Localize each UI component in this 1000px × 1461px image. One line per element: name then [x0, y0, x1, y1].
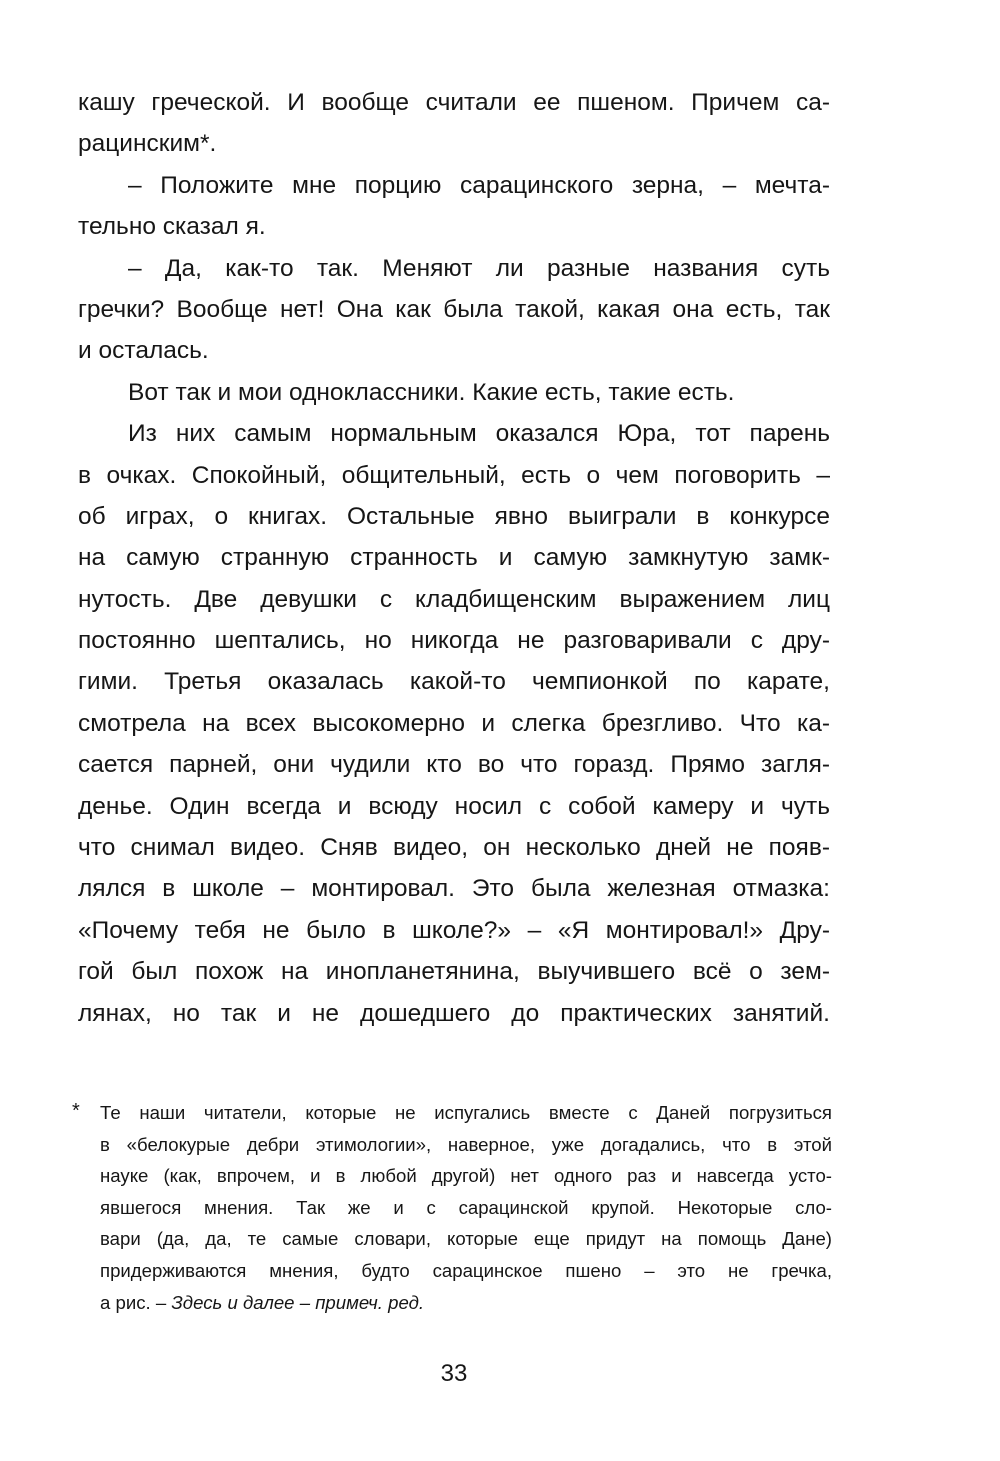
text-line: рацинским*. [78, 130, 217, 158]
footnote-line: в «белокурые дебри этимологии», наверное, уже догадались, что в этой [100, 1133, 832, 1155]
footnote-line: науке (как, впрочем, и в любой другой) нет одного раз и навсегда усто- [100, 1165, 832, 1187]
text-line: лянах, но так и не дошедшего до практических занятий. [78, 999, 830, 1027]
text-line: и осталась. [78, 337, 209, 365]
text-line: кашу греческой. И вообще считали ее пшеном. Причем са- [78, 89, 830, 116]
text-line: Из них самым нормальным оказался Юра, тот парень [128, 420, 830, 448]
footnote-line: явшегося мнения. Так же и с сарацинской крупой. Некоторые сло- [100, 1196, 832, 1218]
text-line: гой был похож на инопланетянина, выучившего всё о зем- [78, 958, 830, 986]
text-line: Вот так и мои одноклассники. Какие есть, такие есть. [128, 378, 735, 406]
text-line: – Да, как-то так. Меняют ли разные названия суть [128, 254, 830, 282]
footnote-line: вари (да, да, те самые словари, которые еще придут на помощь Дане) [100, 1228, 832, 1250]
footnote-line: Те наши читатели, которые не испугались вместе с Даней погрузиться [100, 1102, 832, 1123]
text-line: постоянно шептались, но никогда не разговаривали с дру- [78, 627, 830, 655]
text-line: денье. Один всегда и всюду носил с собой камеру и чуть [78, 792, 830, 820]
text-line: смотрела на всех высокомерно и слегка брезгливо. Что ка- [78, 709, 830, 737]
text-line: гречки? Вообще нет! Она как была такой, какая она есть, так [78, 295, 830, 323]
footnote-marker: * [72, 1100, 80, 1122]
text-line: нутость. Две девушки с кладбищенским выражением лиц [78, 585, 830, 613]
text-line: тельно сказал я. [78, 213, 266, 241]
footnote [100, 1097, 832, 1318]
text-line: «Почему тебя не было в школе?» – «Я монтировал!» Дру- [78, 916, 830, 944]
text-line: что снимал видео. Сняв видео, он несколько дней не появ- [78, 834, 830, 862]
text-line: в очках. Спокойный, общительный, есть о чем поговорить – [78, 461, 830, 489]
text-line: об играх, о книгах. Остальные явно выиграли в конкурсе [78, 502, 830, 530]
text-line: гими. Третья оказалась какой-то чемпионкой по карате, [78, 668, 830, 696]
text-line: сается парней, они чудили кто во что горазд. Прямо загля- [78, 751, 830, 779]
body-text [78, 82, 830, 1034]
footnote-text: а рис. – [100, 1291, 172, 1313]
editor-note: Здесь и далее – примеч. ред. [171, 1291, 425, 1313]
footnote-line: придерживаются мнения, будто сарацинское пшено – это не гречка, [100, 1259, 832, 1281]
text-line: лялся в школе – монтировал. Это была железная отмазка: [78, 875, 830, 903]
page-number: 33 [440, 1360, 468, 1387]
text-line: – Положите мне порцию сарацинского зерна, – мечта- [128, 171, 830, 199]
text-line: на самую странную странность и самую замкнутую замк- [78, 544, 830, 572]
footnote-line [100, 1287, 832, 1319]
